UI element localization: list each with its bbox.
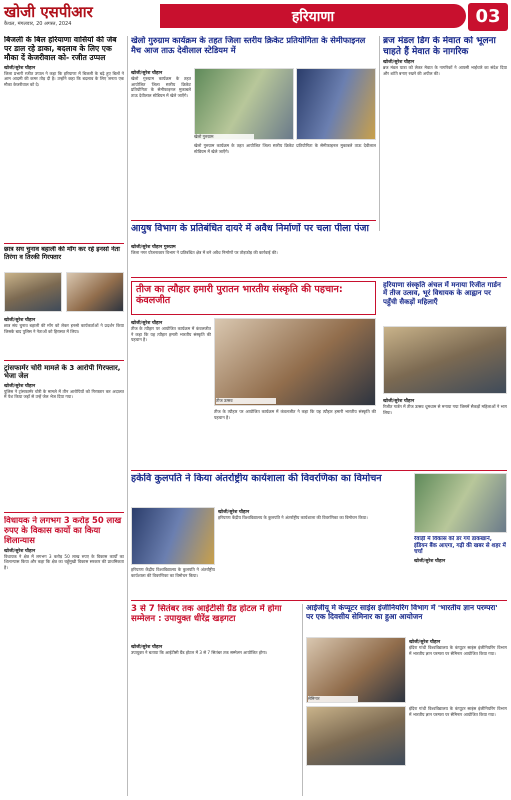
article-body: खेलो गुरुग्राम कार्यक्रम के तहत आयोजित जिला स्तरीय क्रिकेट प्रतियोगिता के सेमीफाइनल मुकाबले ताऊ देवीलाल स्टेडियम में खेले जाएँगे। [131,76,191,98]
article-body: ब्रज मंडल यात्रा को लेकर मेवात के नागरिकों ने आपसी भाईचारे का संदेश दिया और शांति बनाए रखने की अपील की। [383,65,507,76]
article-body: इंदिरा गांधी विश्वविद्यालय के कंप्यूटर साइंस इंजीनियरिंग विभाग में भारतीय ज्ञान परम्परा पर सेमिनार आयोजित किया गया। [409,706,507,717]
column-divider [302,604,303,796]
article-body: विधायक ने क्षेत्र में लगभग 3 करोड़ 50 लाख रुपए के विकास कार्यों का शिलान्यास किया और कहा कि क्षेत्र का चहुँमुखी विकास सरकार की प्राथमिकता है। [4,553,124,570]
article-electricity [4,36,124,241]
article-rijit-garden-body [383,396,507,468]
article-body: उपायुक्त ने बताया कि आईटीसी ग्रैंड होटल में 3 से 7 सितंबर तक सम्मेलन आयोजित होगा। [131,650,268,655]
article-igu-seminar [306,604,507,634]
newspaper-logo-block [0,2,160,32]
byline: खोजी/सुरेश चौहान [131,321,163,326]
article-ayush [131,223,507,239]
article-rewari [414,536,507,597]
headline: ट्रांसफार्मर चोरी मामले के 3 आरोपी गिरफ्तार, भेजा जेल [4,364,121,381]
vc-photo [131,507,215,565]
article-body: हरियाणा केंद्रीय विश्वविद्यालय के कुलपति ने अंतर्राष्ट्रीय कार्यशाला की विवरणिका का विमोचन किया। [131,567,215,578]
article-cricket-body-2 [194,143,376,218]
article-body: खेलो गुरुग्राम कार्यक्रम के तहत आयोजित जिला स्तरीय क्रिकेट प्रतियोगिता के सेमीफाइनल मुकाबले ताऊ देवीलाल स्टेडियम में खेले जाएँगे। [194,143,376,154]
article-cricket-body [131,68,191,218]
article-igu-seminar-body [409,637,507,703]
divider [4,243,124,244]
news-photo [66,272,124,312]
headline: खेलो गुरुग्राम कार्यक्रम के तहत जिला स्तरीय क्रिकेट प्रतियोगिता के सेमीफाइनल मैच आज ताऊ देवीलाल स्टेडियम में [131,36,366,55]
article-cricket [131,36,376,66]
headline: 3 से 7 सितंबर तक आईटीसी ग्रैंड होटल में होगा सम्मेलन : उपायुक्त धीरेंद्र खड़गटा [131,604,282,625]
rewari-photo [414,473,507,533]
article-vice-chancellor [131,473,411,505]
article-vice-chancellor-body [218,507,410,597]
article-body: पुलिस ने ट्रांसफार्मर चोरी के मामले में तीन आरोपियों को गिरफ्तार कर अदालत में पेश किया जहाँ से उन्हें जेल भेज दिया गया। [4,388,124,400]
cricket-photo [194,68,294,140]
divider [131,600,507,601]
photo-caption: खेलो गुरुग्राम [194,134,254,140]
article-transformer [4,364,124,504]
article-body: तीज के त्यौहार पर आयोजित कार्यक्रम में कंवलजीत ने कहा कि यह त्यौहार हमारी भारतीय संस्कृति की पहचान है। [131,326,211,343]
headline: बिजली के बिल हरियाणा वासियों की जेब पर डाल रहे डाका, बदलाव के लिए एक मौका दें केजरीवाल को- रजीत उप्पल [4,36,117,62]
headline: छात्र सघ चुनाव बहाली की माँग कर रहे इनसो नेता तिरंगा व तिरकी गिरफ्तार [4,246,120,261]
article-body: छात्र संघ चुनाव बहाली की माँग को लेकर इनसो कार्यकर्ताओं ने प्रदर्शन किया जिसके बाद पुलिस ने नेताओं को हिरासत में लिया। [4,323,124,334]
headline: विधायक ने लगभग 3 करोड़ 50 लाख रुपए के विकास कार्यो का किया शिलान्यास [4,516,122,545]
article-teej-body-2 [214,409,376,469]
byline: खोजी/सुरेश चौहान [218,510,250,515]
article-ayush-body [131,242,507,272]
section-title: हरियाणा [291,9,335,25]
headline: रेवाड़ी में विकास को डर गये डाकखाने, इंडियन बैंक आएगा, गढ़ी की खबर से शहर में चर्चा [414,536,506,556]
headline: आयुष विभाग के प्रतिबंधित दायरे में अवैध निर्माणों पर चला पीला पंजा [131,223,369,234]
news-photo [4,272,62,312]
article-body: जिला प्रभारी रजीत उप्पल ने कहा कि हरियाणा में बिजली के बढ़े हुए बिलों ने आम आदमी की कमर तोड़ दी है। उन्होंने कहा कि बदलाव के लिए जनता एक मौका केजरीवाल को दे। [4,70,124,88]
byline: खोजी/सुरेश चौहान [131,71,163,76]
article-mla-projects [4,516,124,796]
seminar-photo [306,706,406,766]
date-line: कैथल, मंगलवार, 20 अगस्त, 2024 [4,21,72,27]
byline: खोजी/सुरेश चौहान [383,60,415,66]
divider [131,470,507,471]
divider [131,220,376,221]
byline: खोजी/सुरेश चौहान [383,399,415,404]
photo-caption: सेमिनार [308,696,358,702]
article-body: तीज के त्यौहार पर आयोजित कार्यक्रम में कंवलजीत ने कहा कि यह त्यौहार हमारी भारतीय संस्कृति की पहचान है। [214,409,376,420]
divider [131,277,507,278]
column-divider [379,36,380,231]
photo-caption: तीज उत्सव [216,398,276,404]
byline: खोजी/सुरेश चौहान [4,65,36,71]
headline: हकेवि कुलपति ने किया अंतर्राष्ट्रीय कार्यशाला की विवरणिका का विमोचन [131,473,382,484]
teej-photo [214,318,376,406]
article-itc-conference-body [131,642,299,796]
article-body: जिला नगर योजनाकार विभाग ने प्रतिबंधित क्षेत्र में बने अवैध निर्माणों पर तोड़फोड़ की कार्रवाई की। [131,250,278,255]
byline: खोजी/सुरेश चौहान गुरुग्राम [131,245,176,250]
byline: खोजी/सुरेश चौहान [131,645,163,650]
article-body: हरियाणा केंद्रीय विश्वविद्यालय के कुलपति ने अंतर्राष्ट्रीय कार्यशाला की विवरणिका का विमोचन किया। [218,515,368,520]
byline: खोजी/सुरेश चौहान [4,383,36,389]
divider [4,360,124,361]
article-teej [131,281,376,315]
byline: खोजी/सुरेश चौहान [4,548,36,554]
seminar-photo [306,637,406,703]
article-vice-chancellor-body-2 [131,567,215,597]
masthead [0,0,511,34]
article-body: रिजीत गार्डन में तीज उत्सव धूमधाम से मनाया गया जिसमें सैकड़ों महिलाओं ने भाग लिया। [383,404,507,415]
byline: खोजी/सुरेश चौहान [4,318,36,323]
headline: ब्रज मंडल डिंग के मेवात को भूलना चाहते हैं मेवात के नागरिक [383,36,496,57]
teej-event-photo [383,326,507,394]
article-itc-conference [131,604,299,640]
cricket-photo [296,68,376,140]
article-mewat [383,36,507,232]
byline: खोजी/सुरेश चौहान [409,640,441,645]
newspaper-logo: खोजी एसपीआर [4,3,93,21]
byline: खोजी/सुरेश चौहान [414,558,446,564]
section-band [160,4,466,28]
headline: तीज का त्यौहार हमारी पुरातन भारतीय संस्कृति की पहचान: कंवलजीत [136,284,343,307]
article-teej-body [131,318,211,468]
divider [4,512,124,513]
article-igu-seminar-body-2 [409,706,507,796]
headline: आईजीयू मे कंप्यूटर साइंस इंजीनियरिंग विभाग में 'भारतीय ज्ञान परम्परा' पर एक दिवसीय सेमिनार का हुआ आयोजन [306,604,498,621]
column-divider [127,36,128,796]
article-student-union-body [4,315,124,357]
headline: हरियाणा संस्कृति अंचल में मनाया रिजीत गार्डन में तीज उत्सव, भूरं विधायक के आह्वान पर पहुँची सैकड़ों महिलाएँ [383,281,501,306]
article-rijit-garden [383,281,507,325]
article-body: इंदिरा गांधी विश्वविद्यालय के कंप्यूटर साइंस इंजीनियरिंग विभाग में भारतीय ज्ञान परम्परा पर सेमिनार आयोजित किया गया। [409,645,507,656]
page-number: 03 [468,3,508,31]
